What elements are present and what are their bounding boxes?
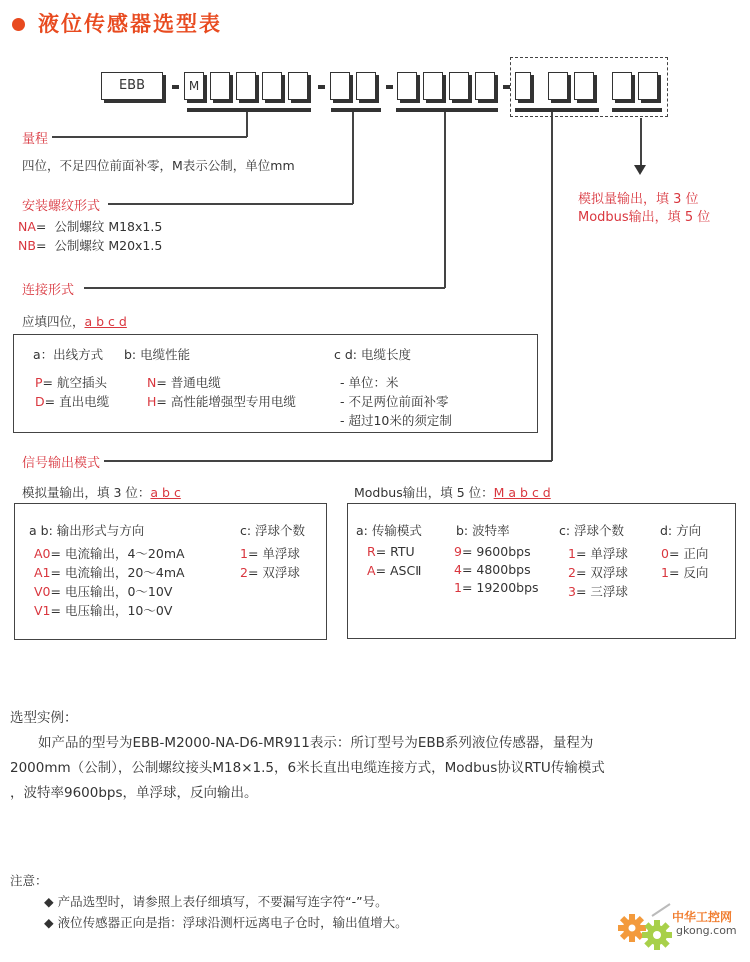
thread-eq: = (35, 238, 47, 253)
separator-dash (386, 85, 393, 89)
analog-hint (22, 483, 181, 501)
connection-connector (84, 287, 445, 289)
thread-code: NA (18, 219, 36, 234)
title-bullet-icon (12, 18, 25, 31)
connection-hint-text: 应填四位， (22, 314, 85, 329)
col-a-option (35, 373, 107, 391)
option-code: R (367, 544, 376, 559)
note-text: 液位传感器正向是指：浮球沿测杆远离电子仓时，输出值增大。 (57, 915, 408, 930)
col-a-header: a：出线方式 (33, 347, 104, 362)
thread-underline (331, 108, 381, 112)
code-cell (475, 72, 495, 100)
page-title: 液位传感器选型表 (38, 12, 222, 36)
analog-col-c-header: c: 浮球个数 (240, 523, 306, 538)
modbus-a-option (367, 563, 421, 578)
connection-letters: a b c d (84, 314, 127, 329)
option-desc: = 三浮球 (575, 584, 628, 599)
range-underline (187, 108, 311, 112)
example-line: ，波特率9600bps，单浮球，反向输出。 (10, 785, 258, 801)
option-code: 1 (568, 546, 576, 561)
option-code: H (147, 394, 157, 409)
option-code: 1 (240, 546, 248, 561)
option-desc: = 正向 (668, 546, 709, 561)
option-code: 0 (661, 546, 669, 561)
connection-hint (22, 312, 127, 330)
analog-option (34, 582, 172, 600)
modbus-c-option (568, 582, 628, 600)
example-line: 2000mm（公制），公制螺纹接头M18×1.5，6米长直出电缆连接方式，Modbus协议RTU传输模式 (10, 760, 605, 776)
code-cell (262, 72, 282, 100)
option-code: V0 (34, 584, 51, 599)
col-a-option (35, 392, 109, 410)
analog-hint-text: 模拟量输出，填 3 位： (22, 485, 151, 500)
example-heading: 选型实例： (10, 710, 78, 726)
analog-float-option (240, 544, 300, 562)
note-item (44, 913, 408, 931)
option-desc: = 单浮球 (575, 546, 628, 561)
col-cd-header: c d: 电缆长度 (334, 347, 411, 362)
range-prefix-cell (184, 72, 204, 100)
range-label: 量程 (22, 132, 49, 147)
code-cell (397, 72, 417, 100)
modbus-hint-text: Modbus输出，填 5 位： (354, 485, 494, 500)
modbus-fill-note: Modbus输出，填 5 位 (578, 210, 711, 225)
modbus-d-option (661, 563, 708, 581)
option-code: N (147, 375, 157, 390)
modbus-c-option (568, 563, 628, 581)
code-cell (288, 72, 308, 100)
option-desc: = 电流输出，4～20mA (50, 546, 185, 561)
signal-connector (551, 112, 553, 461)
code-cell (515, 72, 531, 100)
analog-option (34, 563, 185, 581)
thread-connector (108, 203, 353, 205)
modbus-b-option (454, 544, 531, 559)
option-desc: = 19200bps (461, 580, 539, 595)
code-cell (548, 72, 568, 100)
analog-float-option (240, 563, 300, 581)
option-desc: = 双浮球 (247, 565, 300, 580)
connection-connector (444, 112, 446, 288)
modbus-b-option (454, 580, 539, 595)
code-cell (236, 72, 256, 100)
connection-underline (396, 108, 498, 112)
range-connector (52, 136, 247, 138)
thread-connector (352, 112, 354, 204)
code-cell (423, 72, 443, 100)
option-desc: = 高性能增强型专用电缆 (156, 394, 296, 409)
option-code: A (367, 563, 376, 578)
signal-connector (104, 460, 552, 462)
analog-option (34, 601, 172, 619)
code-cell (574, 72, 594, 100)
option-desc: = 单浮球 (247, 546, 300, 561)
diamond-bullet-icon: ◆ (44, 915, 54, 930)
separator-dash (318, 85, 325, 89)
separator-dash (503, 85, 510, 89)
option-code: 3 (568, 584, 576, 599)
option-code: 4 (454, 562, 462, 577)
col-b-option (147, 392, 296, 410)
analog-fill-note: 模拟量输出，填 3 位 (578, 192, 699, 207)
range-connector (246, 112, 248, 137)
modbus-a-option (367, 544, 415, 559)
code-cell (638, 72, 658, 100)
option-desc: = 普通电缆 (156, 375, 221, 390)
example-line: 如产品的型号为EBB-M2000-NA-D6-MR911表示：所订型号为EBB系列液位传感器，量程为 (38, 735, 594, 751)
option-code: 9 (454, 544, 462, 559)
col-cd-item: - 单位：米 (340, 375, 399, 390)
separator-dash (172, 85, 179, 89)
option-code: 2 (568, 565, 576, 580)
option-code: P (35, 375, 43, 390)
thread-option (18, 217, 162, 235)
col-cd-item: - 超过10米的须定制 (340, 413, 452, 428)
connection-label: 连接形式 (22, 283, 75, 298)
modbus-b-option (454, 562, 531, 577)
notes-heading: 注意： (10, 873, 48, 888)
modbus-extra-underline (612, 108, 662, 112)
option-code: V1 (34, 603, 51, 618)
modbus-col-d-header: d: 方向 (660, 523, 702, 538)
arrow-down-icon (634, 165, 646, 175)
col-cd-item: - 不足两位前面补零 (340, 394, 449, 409)
option-desc: = 电压输出，10～0V (50, 603, 173, 618)
watermark-en: gkong.com (676, 924, 737, 937)
option-code: 1 (661, 565, 669, 580)
modbus-d-option (661, 544, 708, 562)
col-b-option (147, 373, 221, 391)
model-prefix-box: EBB (101, 72, 163, 100)
option-desc: = 电压输出，0～10V (50, 584, 173, 599)
option-code: 2 (240, 565, 248, 580)
output-arrow-line (640, 118, 642, 166)
option-code: D (35, 394, 45, 409)
thread-code: NB (18, 238, 36, 253)
code-cell (330, 72, 350, 100)
code-cell (356, 72, 376, 100)
modbus-c-option (568, 544, 628, 562)
analog-option (34, 544, 185, 562)
modbus-hint (354, 483, 551, 501)
code-cell (612, 72, 632, 100)
thread-label: 安装螺纹形式 (22, 199, 101, 214)
code-cell (449, 72, 469, 100)
thread-eq: = (35, 219, 47, 234)
range-prefix-letter: M (188, 79, 200, 93)
range-desc: 四位，不足四位前面补零，M表示公制，单位mm (22, 158, 295, 173)
modbus-col-a-header: a: 传输模式 (356, 523, 422, 538)
option-desc: = 反向 (668, 565, 709, 580)
signal-underline (515, 108, 599, 112)
thread-desc: 公制螺纹 M20x1.5 (54, 238, 163, 253)
option-desc: = 直出电缆 (44, 394, 110, 409)
option-code: A1 (34, 565, 51, 580)
note-text: 产品选型时，请参照上表仔细填写，不要漏写连字符“-”号。 (57, 894, 388, 909)
option-desc: = 4800bps (461, 562, 531, 577)
option-desc: = 双浮球 (575, 565, 628, 580)
thread-desc: 公制螺纹 M18x1.5 (54, 219, 163, 234)
modbus-letters: M a b c d (493, 485, 551, 500)
modbus-col-c-header: c: 浮球个数 (559, 523, 625, 538)
analog-letters: a b c (150, 485, 181, 500)
modbus-col-b-header: b: 波特率 (456, 523, 510, 538)
option-desc: = 航空插头 (42, 375, 107, 390)
option-desc: = ASCⅡ (375, 563, 422, 578)
note-item (44, 892, 388, 910)
signal-label: 信号输出模式 (22, 456, 101, 471)
code-cell (210, 72, 230, 100)
option-code: A0 (34, 546, 51, 561)
gkong-watermark (612, 900, 742, 955)
analog-col-ab-header: a b: 输出形式与方向 (29, 523, 145, 538)
watermark-cn: 中华工控网 (672, 910, 733, 924)
col-b-header: b: 电缆性能 (124, 347, 191, 362)
thread-option (18, 236, 162, 254)
option-desc: = RTU (375, 544, 415, 559)
option-desc: = 9600bps (461, 544, 531, 559)
option-code: 1 (454, 580, 462, 595)
option-desc: = 电流输出，20～4mA (50, 565, 185, 580)
diamond-bullet-icon: ◆ (44, 894, 54, 909)
